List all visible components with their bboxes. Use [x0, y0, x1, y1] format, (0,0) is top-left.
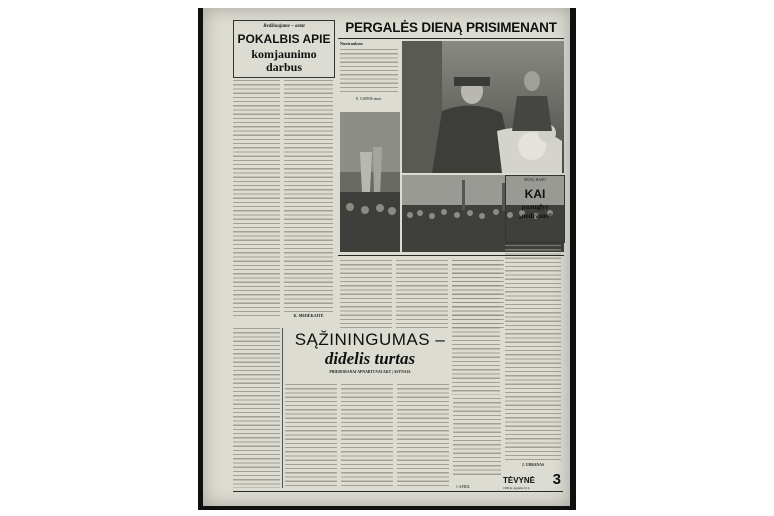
photo-caption-author: E. GAPRIS nuotr.: [356, 97, 382, 101]
main-banner-headline: [338, 20, 564, 36]
photo-officer-image: [402, 41, 564, 173]
middle-article-column-2: [396, 260, 448, 328]
left-article-signature: K. MEDĖKAITĖ: [293, 313, 324, 318]
footer-masthead: TĖVYNĖ: [503, 476, 536, 485]
newspaper-page: [203, 8, 570, 506]
left-article-kicker: Redžiuojame – astat: [263, 24, 305, 29]
column-divider-lower-left: [282, 328, 283, 488]
photo-parade-flags: [340, 112, 400, 252]
bottom-feature-title-line1: SĄŽININGUMAS –: [294, 330, 446, 349]
bottom-feature-title-box: [285, 330, 455, 380]
bottom-article-column-3: [397, 384, 449, 488]
photo-caption-box: [340, 41, 400, 109]
right-article-title-line3: „nedrąsus“: [518, 212, 552, 220]
photo-caption-text: [340, 49, 398, 93]
lower-left-column: [233, 328, 280, 488]
footer-rule: [233, 491, 563, 492]
footer-date: 1 APRIL: [455, 484, 471, 489]
right-article-header: [505, 175, 565, 243]
photo-officer-wreath: [402, 41, 564, 173]
left-article-column-1: [233, 80, 280, 316]
footer-masthead-sub: 1989 m. gegužės 10 d.: [503, 486, 530, 490]
footer-page-number: 3: [552, 471, 561, 488]
photo-caption-title: Nuotraukose: [340, 41, 364, 46]
main-banner-text: PERGALĖS DIENĄ PRISIMENANT: [345, 20, 557, 35]
right-article-kicker: MŪSŲ RAŠO: [523, 178, 547, 182]
photo-flags-image: [340, 112, 400, 252]
bottom-article-column-1: [285, 384, 337, 488]
left-article-title-line2: komjaunimo darbus: [251, 47, 317, 74]
left-article-title-line1: POKALBIS APIE: [237, 32, 331, 46]
right-article-column: [505, 245, 561, 460]
bottom-article-column-2: [341, 384, 393, 488]
left-article-column-2: [284, 80, 333, 312]
bottom-feature-title-line2: didelis turtas: [324, 349, 416, 368]
middle-article-column-4: [452, 260, 500, 395]
right-article-title-line1: KAI: [524, 187, 546, 201]
middle-article-column-1: [340, 260, 392, 328]
right-article-title-line2: paauglys: [521, 203, 549, 211]
bottom-feature-subtitle: PRIEDORANAI APNARTUVAI AKT | ASTNAIA: [329, 370, 411, 374]
right-article-signature: J. URBANAS: [521, 463, 545, 467]
banner-rule: [338, 38, 564, 39]
bottom-article-column-4: [453, 398, 501, 478]
left-article-header-box: [233, 20, 335, 78]
